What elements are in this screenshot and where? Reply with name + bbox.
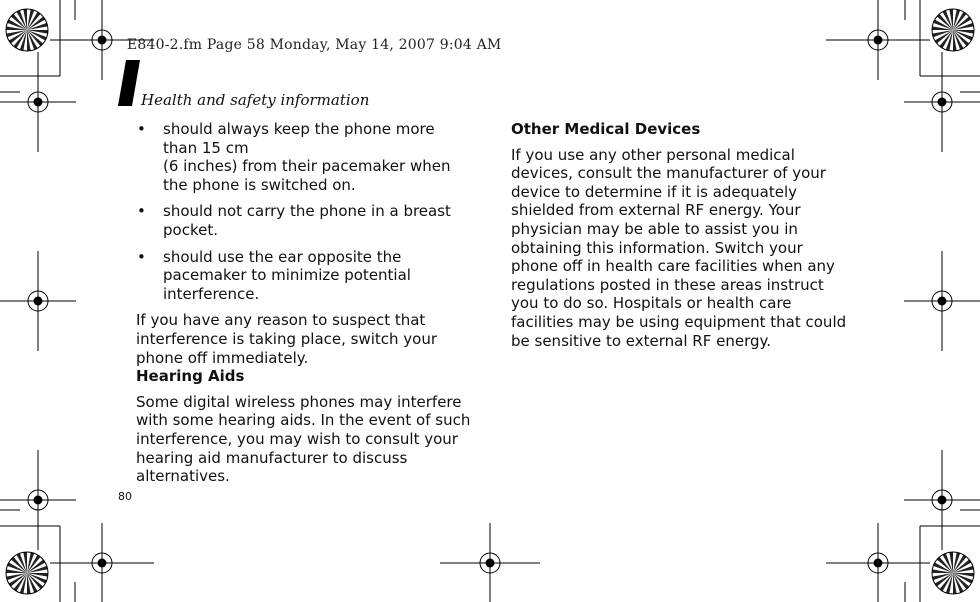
registration-mark-bottom-left [50,523,154,602]
registration-mark-right-lower [904,450,980,550]
star-target-top-left [6,9,48,51]
header-title: Health and safety information [141,91,370,109]
section-text-other-medical-devices: If you use any other personal medical devices, consult the manufacturer of your device to determine if it is adequately shielded from external RF energy. Your physician may be able to assist you in obtaining this information. Switch your phone off in health care facilities when any regulations posted in these areas instruct you to do so. Hospitals or health care facilities may be using equipment that could be sensitive to external RF energy. [511,145,847,350]
print-slug: E840-2.fm Page 58 Monday, May 14, 2007 9:04 AM [127,37,502,53]
star-target-bottom-right [932,552,974,594]
left-column [136,120,472,486]
bullet-icon: • [137,247,146,266]
registration-mark-top-right [826,0,930,80]
list-item [136,248,472,304]
section-text-hearing-aids: Some digital wireless phones may interfere with some hearing aids. In the event of such interference, you may wish to consult your hearing aid manufacturer to discuss alternatives. [136,392,471,486]
registration-mark-bottom-center [440,523,540,602]
registration-mark-left-lower [0,450,76,550]
bullet-text: should always keep the phone more than 15 cm (6 inches) from their pacemaker when the phone is switched on. [163,120,451,194]
bullet-icon: • [137,120,146,138]
registration-mark-right-middle [904,251,980,351]
bullet-icon: • [137,202,146,221]
star-target-top-right [932,9,974,51]
star-target-bottom-left [6,552,48,594]
list-item [136,202,472,239]
section-heading-hearing-aids: Hearing Aids [136,367,245,386]
bullet-text: should use the ear opposite the pacemaker to minimize potential interference. [163,247,411,303]
registration-mark-bottom-right [826,523,930,602]
registration-mark-left-middle [0,251,76,351]
right-column [511,120,847,350]
page-number: 80 [118,490,132,503]
header-bar-icon [118,60,140,106]
list-item [136,120,472,194]
body-paragraph: If you have any reason to suspect that interference is taking place, switch your phone off immediately. [136,311,438,367]
bullet-list [136,120,472,303]
bullet-text: should not carry the phone in a breast pocket. [163,202,451,239]
registration-mark-left-upper [0,52,76,152]
section-heading-other-medical-devices: Other Medical Devices [511,120,701,138]
registration-mark-right-upper [904,52,980,152]
